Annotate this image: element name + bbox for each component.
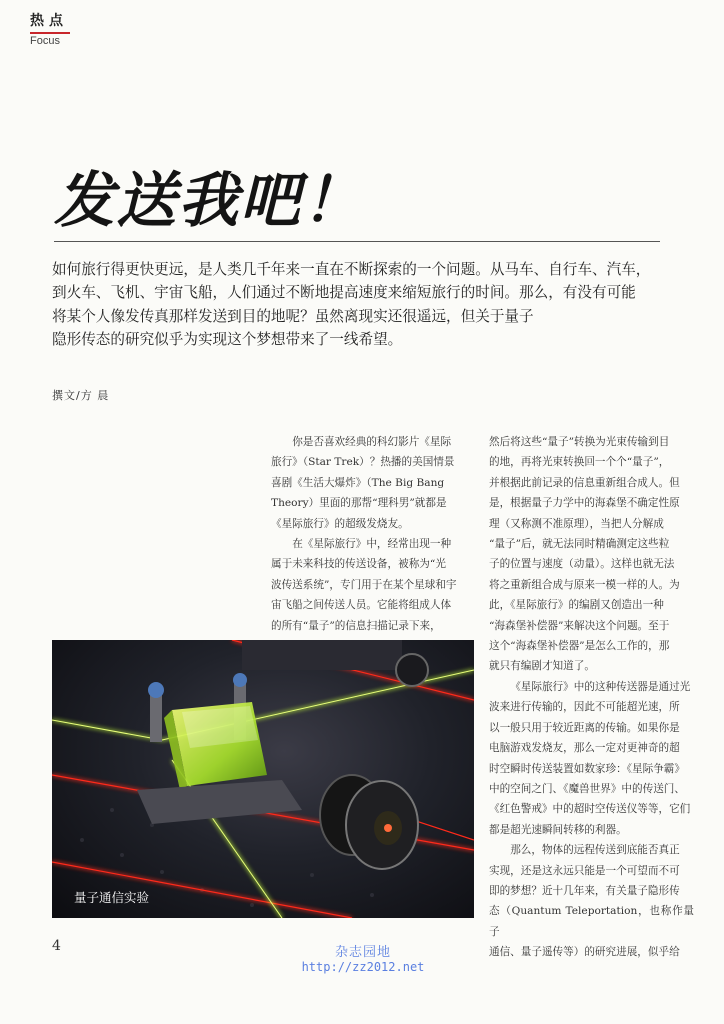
site-watermark xyxy=(300,941,426,974)
watermark-name: 杂志园地 xyxy=(334,945,391,960)
intro-line: 如何旅行得更快更远，是人类几千年来一直在不断探索的一个问题。从马车、自行车、汽车， xyxy=(52,261,651,278)
intro-paragraph xyxy=(52,258,662,351)
experiment-photo xyxy=(52,640,474,918)
intro-line: 到火车、飞机、宇宙飞船，人们通过不断地提高速度来缩短旅行的时间。那么，有没有可能 xyxy=(52,284,636,302)
byline: 撰文/方 晨 xyxy=(52,389,110,402)
title-divider xyxy=(54,241,660,242)
body-paragraph: 你是否喜欢经典的科幻影片《星际 旅行》（Star Trek）？热播的美国情景 喜剧《生活大爆炸》（The Big Bang Theory）里面的那帮“理科男”就都是 《星际旅行》的超级发烧友。 xyxy=(271,436,455,530)
section-rule xyxy=(30,32,70,34)
laser-experiment-illustration xyxy=(52,640,474,918)
intro-line: 隐形传态的研究似乎为实现这个梦想带来了一线希望。 xyxy=(52,330,403,348)
section-header xyxy=(30,10,70,47)
body-paragraph: 《星际旅行》中的这种传送器是通过光 波来进行传输的，因此不可能超光速，所 以一般只用于较近距离的传输。如果你是 电脑游戏发烧友，那么一定对更神奇的超 时空瞬时传送装置如数家珍：《星际争霸》 中的空间之门、《魔兽世界》中的传送门、 《红色警戒》中的超时空传送仪等等，它们 都是超光速瞬间转移的利器。 xyxy=(489,680,691,836)
intro-line: 将某个人像发传真那样发送到目的地呢？虽然离现实还很遥远，但关于量子 xyxy=(52,307,534,325)
article-title: 发送我吧！ xyxy=(54,166,364,236)
body-paragraph: 然后将这些“量子”转换为光束传输到目 的地，再将光束转换回一个个“量子”， 并根据此前记录的信息重新组合成人。但 是，根据量子力学中的海森堡不确定性原 理（又称测不准原理），当把人分解成 “量子”后，就无法同时精确测定这些粒 子的位置与速度（动量）。这样也就无法 将之重新组合成与原来一模一样的人。为 此，《星际旅行》的编剧又创造出一种 “海森堡补偿器”来解决这个问题。至于 这个“海森堡补偿器”是怎么工作的，那 就只有编剧才知道了。 xyxy=(489,436,680,673)
body-column-1 xyxy=(271,432,476,636)
page-number: 4 xyxy=(52,938,61,954)
body-paragraph: 那么，物体的远程传送到底能否真正 实现，还是这永远只能是一个可望而不可 即的梦想？近十几年来，有关量子隐形传 态（Quantum Teleportation，也称作量子 通信、量子遥传等）的研究进展，似乎给 xyxy=(489,844,694,959)
body-paragraph: 在《星际旅行》中，经常出现一种 属于未来科技的传送设备，被称为“光 波传送系统”，专门用于在某个星球和宇 宙飞船之间传送人员。它能将组成人体 的所有“量子”的信息扫描记录下来， xyxy=(271,538,457,632)
body-column-2 xyxy=(489,432,694,963)
watermark-url: http://zz2012.net xyxy=(301,960,425,974)
section-label-en: Focus xyxy=(30,35,60,47)
photo-caption: 量子通信实验 xyxy=(74,890,150,905)
section-label-cn: 热点 xyxy=(30,13,68,29)
